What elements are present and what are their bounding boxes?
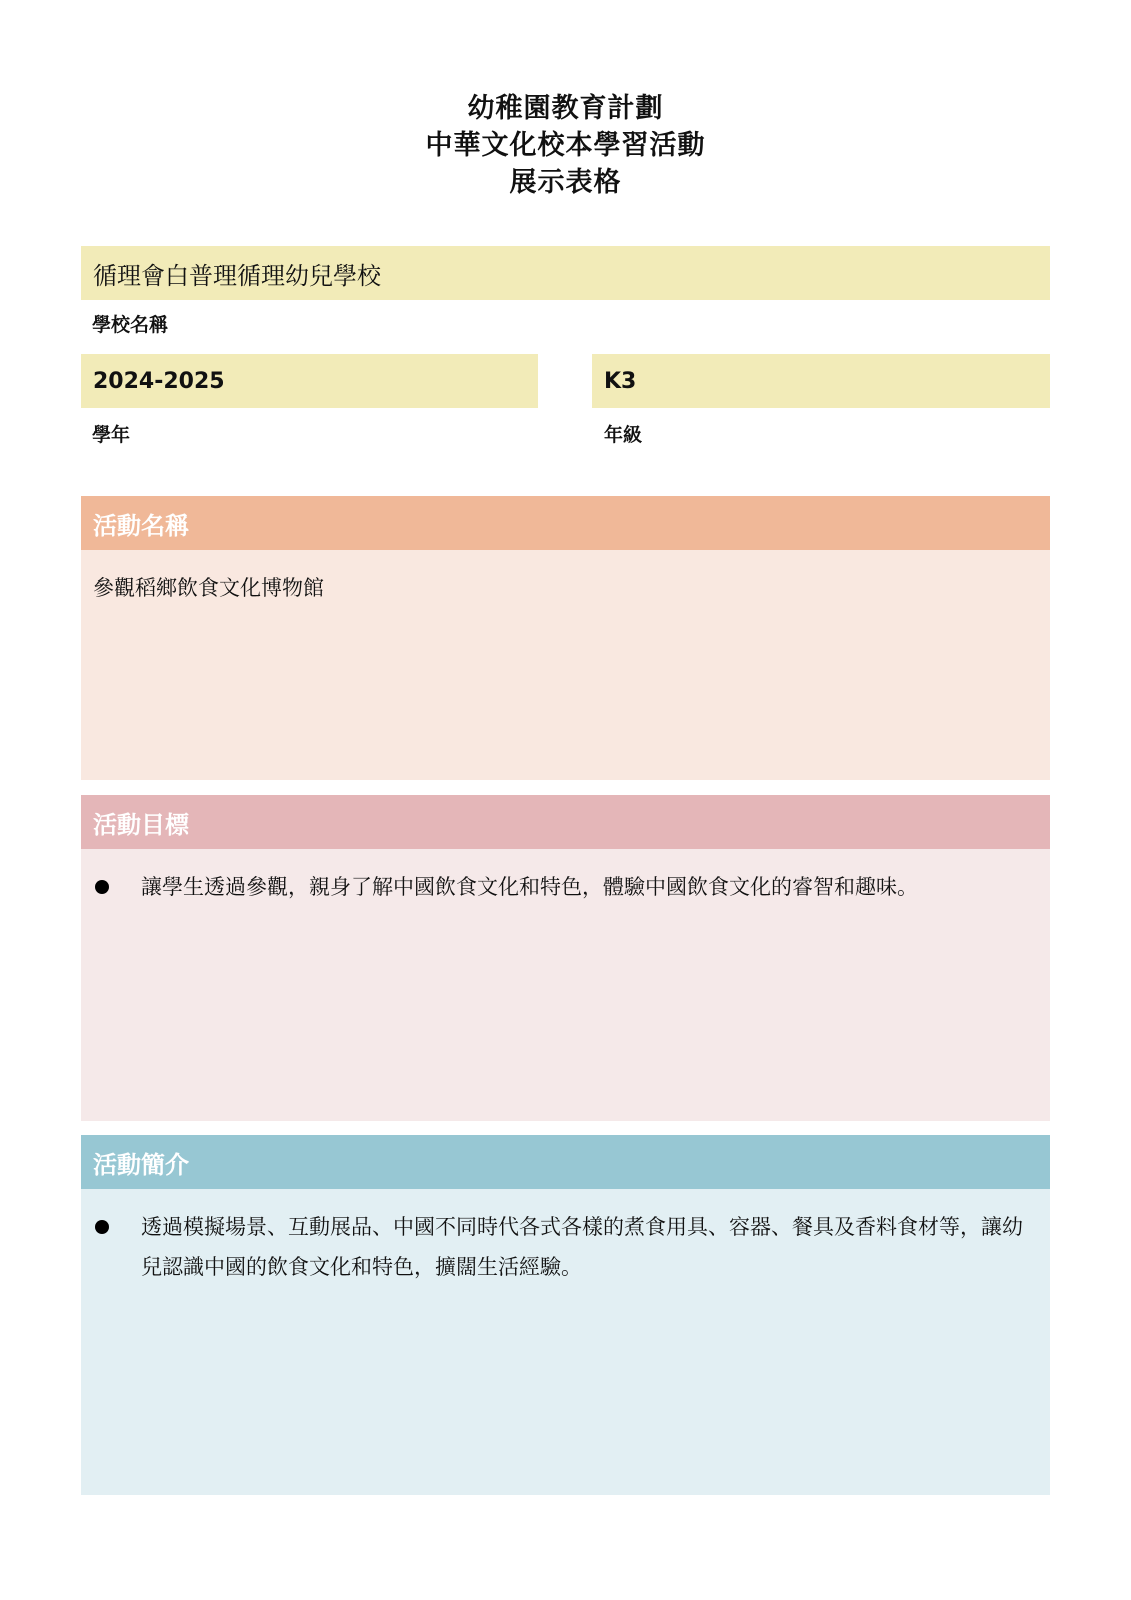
- list-item: [93, 1207, 1038, 1287]
- school-name-field[interactable]: 循理會白普理循理幼兒學校: [81, 246, 1050, 300]
- form-title-line-1: 幼稚園教育計劃: [467, 93, 664, 124]
- activity-intro-section: [81, 1135, 1050, 1495]
- academic-year-caption: 學年: [92, 424, 131, 446]
- academic-year-field[interactable]: 2024-2025: [81, 354, 538, 408]
- activity-intro-body[interactable]: [81, 1189, 1050, 1495]
- activity-name-header: 活動名稱: [81, 496, 1050, 550]
- form-title-line-3: 展示表格: [509, 167, 622, 198]
- list-item: [93, 867, 1038, 907]
- activity-goal-section: [81, 795, 1050, 1121]
- activity-name-value: 參觀稻鄉飲食文化博物館: [93, 576, 324, 600]
- grade-field[interactable]: K3: [592, 354, 1050, 408]
- school-name-caption: 學校名稱: [92, 314, 169, 336]
- grade-caption: 年級: [604, 424, 643, 446]
- activity-goal-body[interactable]: [81, 849, 1050, 1121]
- form-title-line-2: 中華文化校本學習活動: [425, 130, 706, 161]
- bullet-icon: [95, 880, 109, 894]
- activity-goal-header: 活動目標: [81, 795, 1050, 849]
- activity-goal-bullet-text: 讓學生透過參觀，親身了解中國飲食文化和特色，體驗中國飲食文化的睿智和趣味。: [141, 875, 918, 899]
- activity-name-body[interactable]: [81, 550, 1050, 780]
- bullet-icon: [95, 1220, 109, 1234]
- activity-intro-header: 活動簡介: [81, 1135, 1050, 1189]
- activity-intro-bullet-text: 透過模擬場景、互動展品、中國不同時代各式各樣的煮食用具、容器、餐具及香料食材等，讓幼兒認識中國的飲食文化和特色，擴闊生活經驗。: [141, 1215, 1023, 1279]
- form-title: [0, 90, 1131, 201]
- activity-name-section: [81, 496, 1050, 780]
